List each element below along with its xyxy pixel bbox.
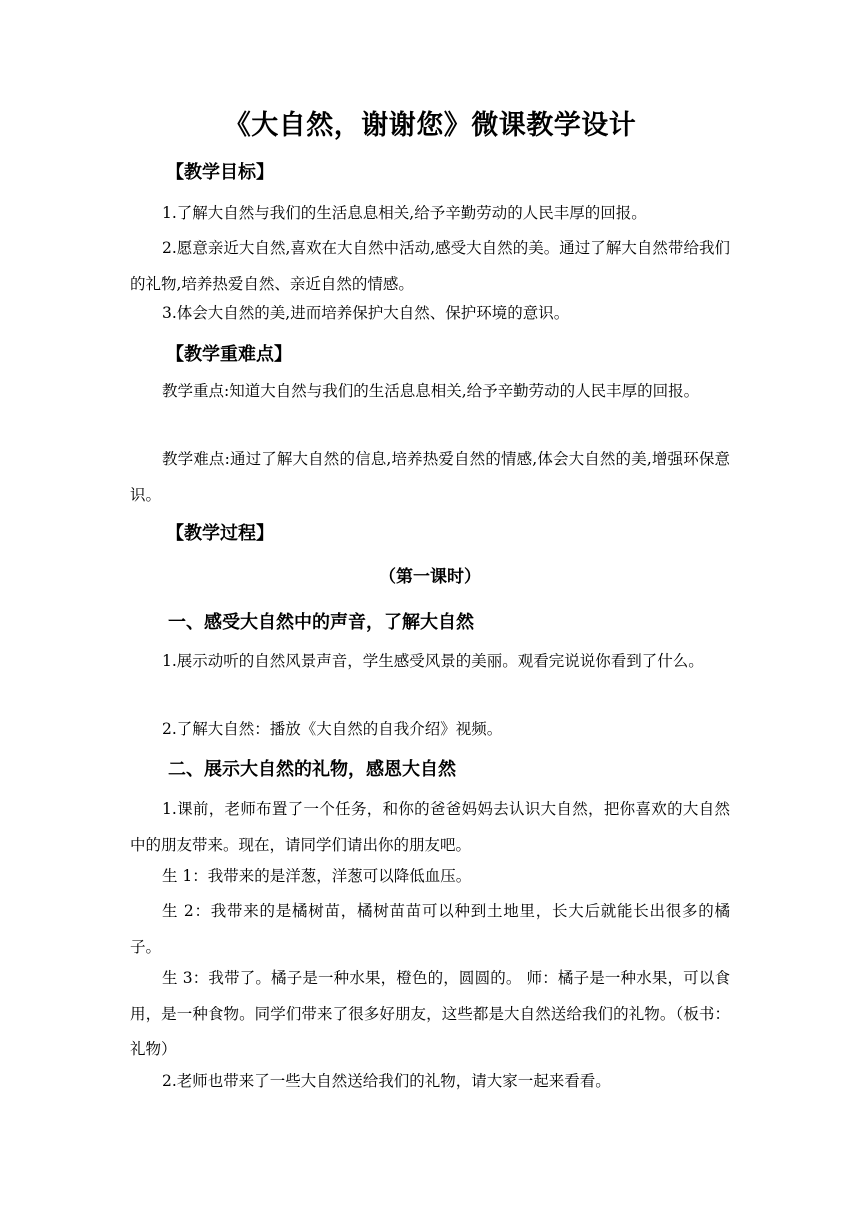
- section-2-student-3: 生 3：我带了。橘子是一种水果，橙色的，圆圆的。 师：橘子是一种水果，可以食用，是一种食物。同学们带来了很多好朋友，这些都是大自然送给我们的礼物。（板书：礼物）: [130, 969, 730, 1058]
- key-point-difficult: 教学难点:通过了解大自然的信息,培养热爱自然的情感,体会大自然的美,增强环保意识。: [130, 450, 730, 504]
- section-1-item-2: 2.了解大自然：播放《大自然的自我介绍》视频。: [162, 720, 503, 738]
- section-2-student-1: 生 1：我带来的是洋葱，洋葱可以降低血压。: [162, 867, 472, 885]
- section-2-title: 二、展示大自然的礼物，感恩大自然: [168, 759, 456, 780]
- session-label: （第一课时）: [379, 567, 481, 587]
- document-title: 《大自然，谢谢您》微课教学设计: [223, 110, 637, 141]
- section-2-item-2: 2.老师也带来了一些大自然送给我们的礼物，请大家一起来看看。: [162, 1072, 611, 1090]
- goal-item-2: 2.愿意亲近大自然,喜欢在大自然中活动,感受大自然的美。通过了解大自然带给我们的礼物,培养热爱自然、亲近自然的情感。: [130, 239, 730, 293]
- goal-item-3: 3.体会大自然的美,进而培养保护大自然、保护环境的意识。: [162, 304, 570, 322]
- section-2-item-1: 1.课前，老师布置了一个任务，和你的爸爸妈妈去认识大自然，把你喜欢的大自然中的朋友带来。现在，请同学们请出你的朋友吧。: [130, 800, 730, 854]
- goals-heading: 【教学目标】: [166, 162, 274, 183]
- goal-item-1: 1.了解大自然与我们的生活息息相关,给予辛勤劳动的人民丰厚的回报。: [162, 204, 647, 222]
- process-heading: 【教学过程】: [166, 523, 274, 544]
- section-2-student-2: 生 2：我带来的是橘树苗，橘树苗苗可以种到土地里，长大后就能长出很多的橘子。: [130, 902, 730, 956]
- key-point-important: 教学重点:知道大自然与我们的生活息息相关,给予辛勤劳动的人民丰厚的回报。: [162, 382, 700, 400]
- key-points-heading: 【教学重难点】: [166, 344, 292, 365]
- section-1-item-1: 1.展示动听的自然风景声音，学生感受风景的美丽。观看完说说你看到了什么。: [162, 652, 704, 670]
- section-1-title: 一、感受大自然中的声音，了解大自然: [168, 612, 474, 633]
